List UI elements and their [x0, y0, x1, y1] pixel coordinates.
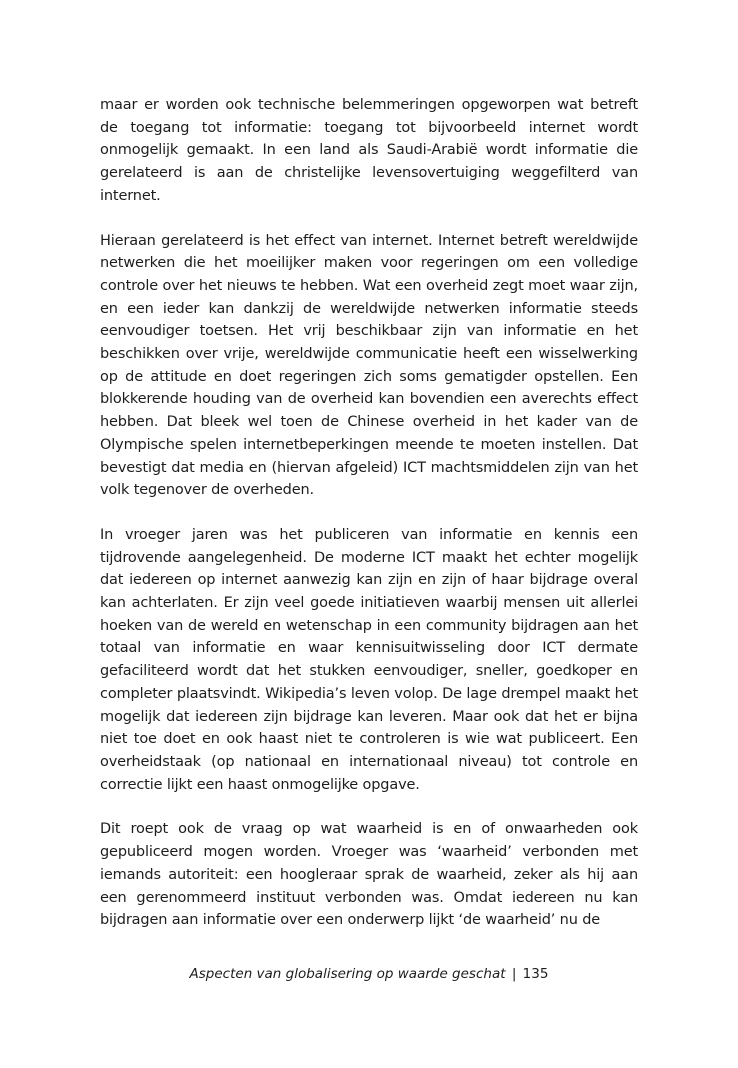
page-number: 135: [522, 966, 549, 982]
footer-book-title: Aspecten van globalisering op waarde geschat: [189, 966, 506, 982]
paragraph-4: Dit roept ook de vraag op wat waarheid is en of onwaarheden ook gepubliceerd mogen worden. Vroeger was ‘waarheid’ verbonden met iemands autoriteit: een hoogleraar sprak de waarheid, zeker als hij aan een gerenommeerd instituut verbonden was. Omdat iedereen nu kan bijdragen aan informatie over een onderwerp lijkt ‘de waarheid’ nu de: [100, 821, 638, 929]
page-body: [100, 94, 638, 954]
paragraph-1: maar er worden ook technische belemmeringen opgeworpen wat betreft de toegang tot informatie: toegang tot bijvoorbeeld internet wordt onmogelijk gemaakt. In een land als Saudi-Arabië wordt informatie die gerelateerd is aan de christelijke levensovertuiging weggefilterd van internet.: [100, 97, 638, 204]
footer-separator: |: [511, 966, 517, 982]
page-footer: [0, 966, 738, 982]
paragraph-3: In vroeger jaren was het publiceren van informatie en kennis een tijdrovende aangelegenheid. De moderne ICT maakt het echter mogelijk dat iedereen op internet aanwezig kan zijn en zijn of haar bijdrage overal kan achterlaten. Er zijn veel goede initiatieven waarbij mensen uit allerlei hoeken van de wereld en wetenschap in een community bijdragen aan het totaal van informatie en waar kennisuitwisseling door ICT dermate gefaciliteerd wordt dat het stukken eenvoudiger, sneller, goedkoper en completer plaatsvindt. Wikipedia’s leven volop. De lage drempel maakt het mogelijk dat iedereen zijn bijdrage kan leveren. Maar ook dat het er bijna niet toe doet en ook haast niet te controleren is wie wat publiceert. Een overheidstaak (op nationaal en internationaal niveau) tot controle en correctie lijkt een haast onmogelijke opgave.: [100, 526, 638, 793]
paragraph-2: Hieraan gerelateerd is het effect van internet. Internet betreft wereldwijde netwerken die het moeilijker maken voor regeringen om een volledige controle over het nieuws te hebben. Wat een overheid zegt moet waar zijn, en een ieder kan dankzij de wereldwijde netwerken informatie steeds eenvoudiger toetsen. Het vrij beschikbaar zijn van informatie en het beschikken over vrije, wereldwijde communicatie heeft een wisselwerking op de attitude en doet regeringen zich soms gematigder opstellen. Een blokkerende houding van de overheid kan bovendien een averechts effect hebben. Dat bleek wel toen de Chinese overheid in het kader van de Olympische spelen internetbeperkingen meende te moeten instellen. Dat bevestigt dat media en (hiervan afgeleid) ICT machtsmiddelen zijn van het volk tegenover de overheden.: [100, 232, 638, 499]
